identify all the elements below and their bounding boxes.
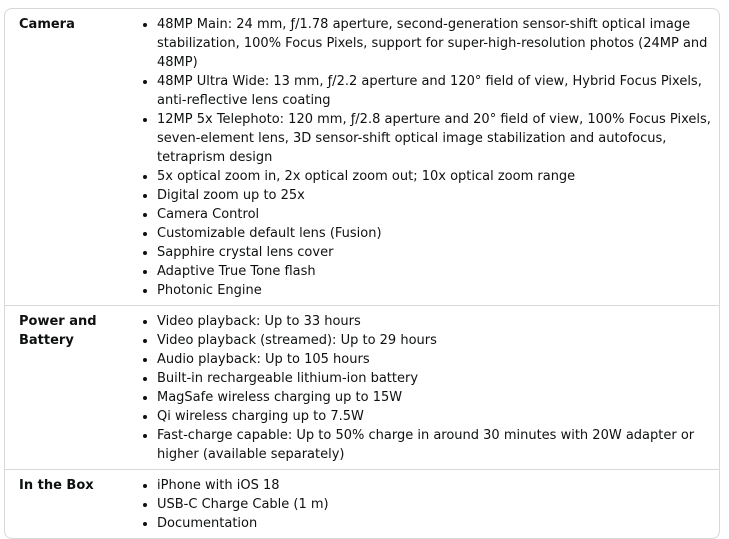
spec-label-in-the-box: In the Box	[19, 478, 94, 493]
list-item: • Fast-charge capable: Up to 50% charge in around 30 minutes with 20W adapter or higher (available separately)	[157, 426, 711, 464]
spec-row-camera	[5, 9, 719, 305]
tech-specs-table	[4, 8, 720, 539]
list-item: • Customizable default lens (Fusion)	[157, 224, 711, 243]
list-item: • MagSafe wireless charging up to 15W	[157, 388, 711, 407]
list-item: • 48MP Main: 24 mm, ƒ/1.78 aperture, second-generation sensor-shift optical image stabilization, 100% Focus Pixels, support for super-high-resolution photos (24MP and 48MP)	[157, 15, 711, 72]
list-item: • Documentation	[157, 514, 711, 533]
list-item: • Qi wireless charging up to 7.5W	[157, 407, 711, 426]
list-item: • Built-in rechargeable lithium-ion battery	[157, 369, 711, 388]
list-item: • Adaptive True Tone flash	[157, 262, 711, 281]
spec-row-power-and-battery	[5, 305, 719, 469]
spec-list-in-the-box	[123, 470, 719, 538]
list-item: • 5x optical zoom in, 2x optical zoom out; 10x optical zoom range	[157, 167, 711, 186]
list-item: • Camera Control	[157, 205, 711, 224]
list-item: • Audio playback: Up to 105 hours	[157, 350, 711, 369]
list-item: • 48MP Ultra Wide: 13 mm, ƒ/2.2 aperture and 120° field of view, Hybrid Focus Pixels, anti-reflective lens coating	[157, 72, 711, 110]
list-item: • USB-C Charge Cable (1 m)	[157, 495, 711, 514]
list-item: • 12MP 5x Telephoto: 120 mm, ƒ/2.8 aperture and 20° field of view, 100% Focus Pixels, seven-element lens, 3D sensor-shift optical image stabilization and autofocus, tetraprism design	[157, 110, 711, 167]
spec-list-power-and-battery	[123, 306, 719, 469]
spec-label-camera: Camera	[19, 17, 75, 32]
list-item: • Video playback: Up to 33 hours	[157, 312, 711, 331]
list-item: • Video playback (streamed): Up to 29 hours	[157, 331, 711, 350]
list-item: • Photonic Engine	[157, 281, 711, 300]
list-item: • Digital zoom up to 25x	[157, 186, 711, 205]
spec-list-camera	[123, 9, 719, 305]
list-item: • Sapphire crystal lens cover	[157, 243, 711, 262]
spec-label-power-and-battery: Power and Battery	[19, 314, 97, 348]
list-item: • iPhone with iOS 18	[157, 476, 711, 495]
